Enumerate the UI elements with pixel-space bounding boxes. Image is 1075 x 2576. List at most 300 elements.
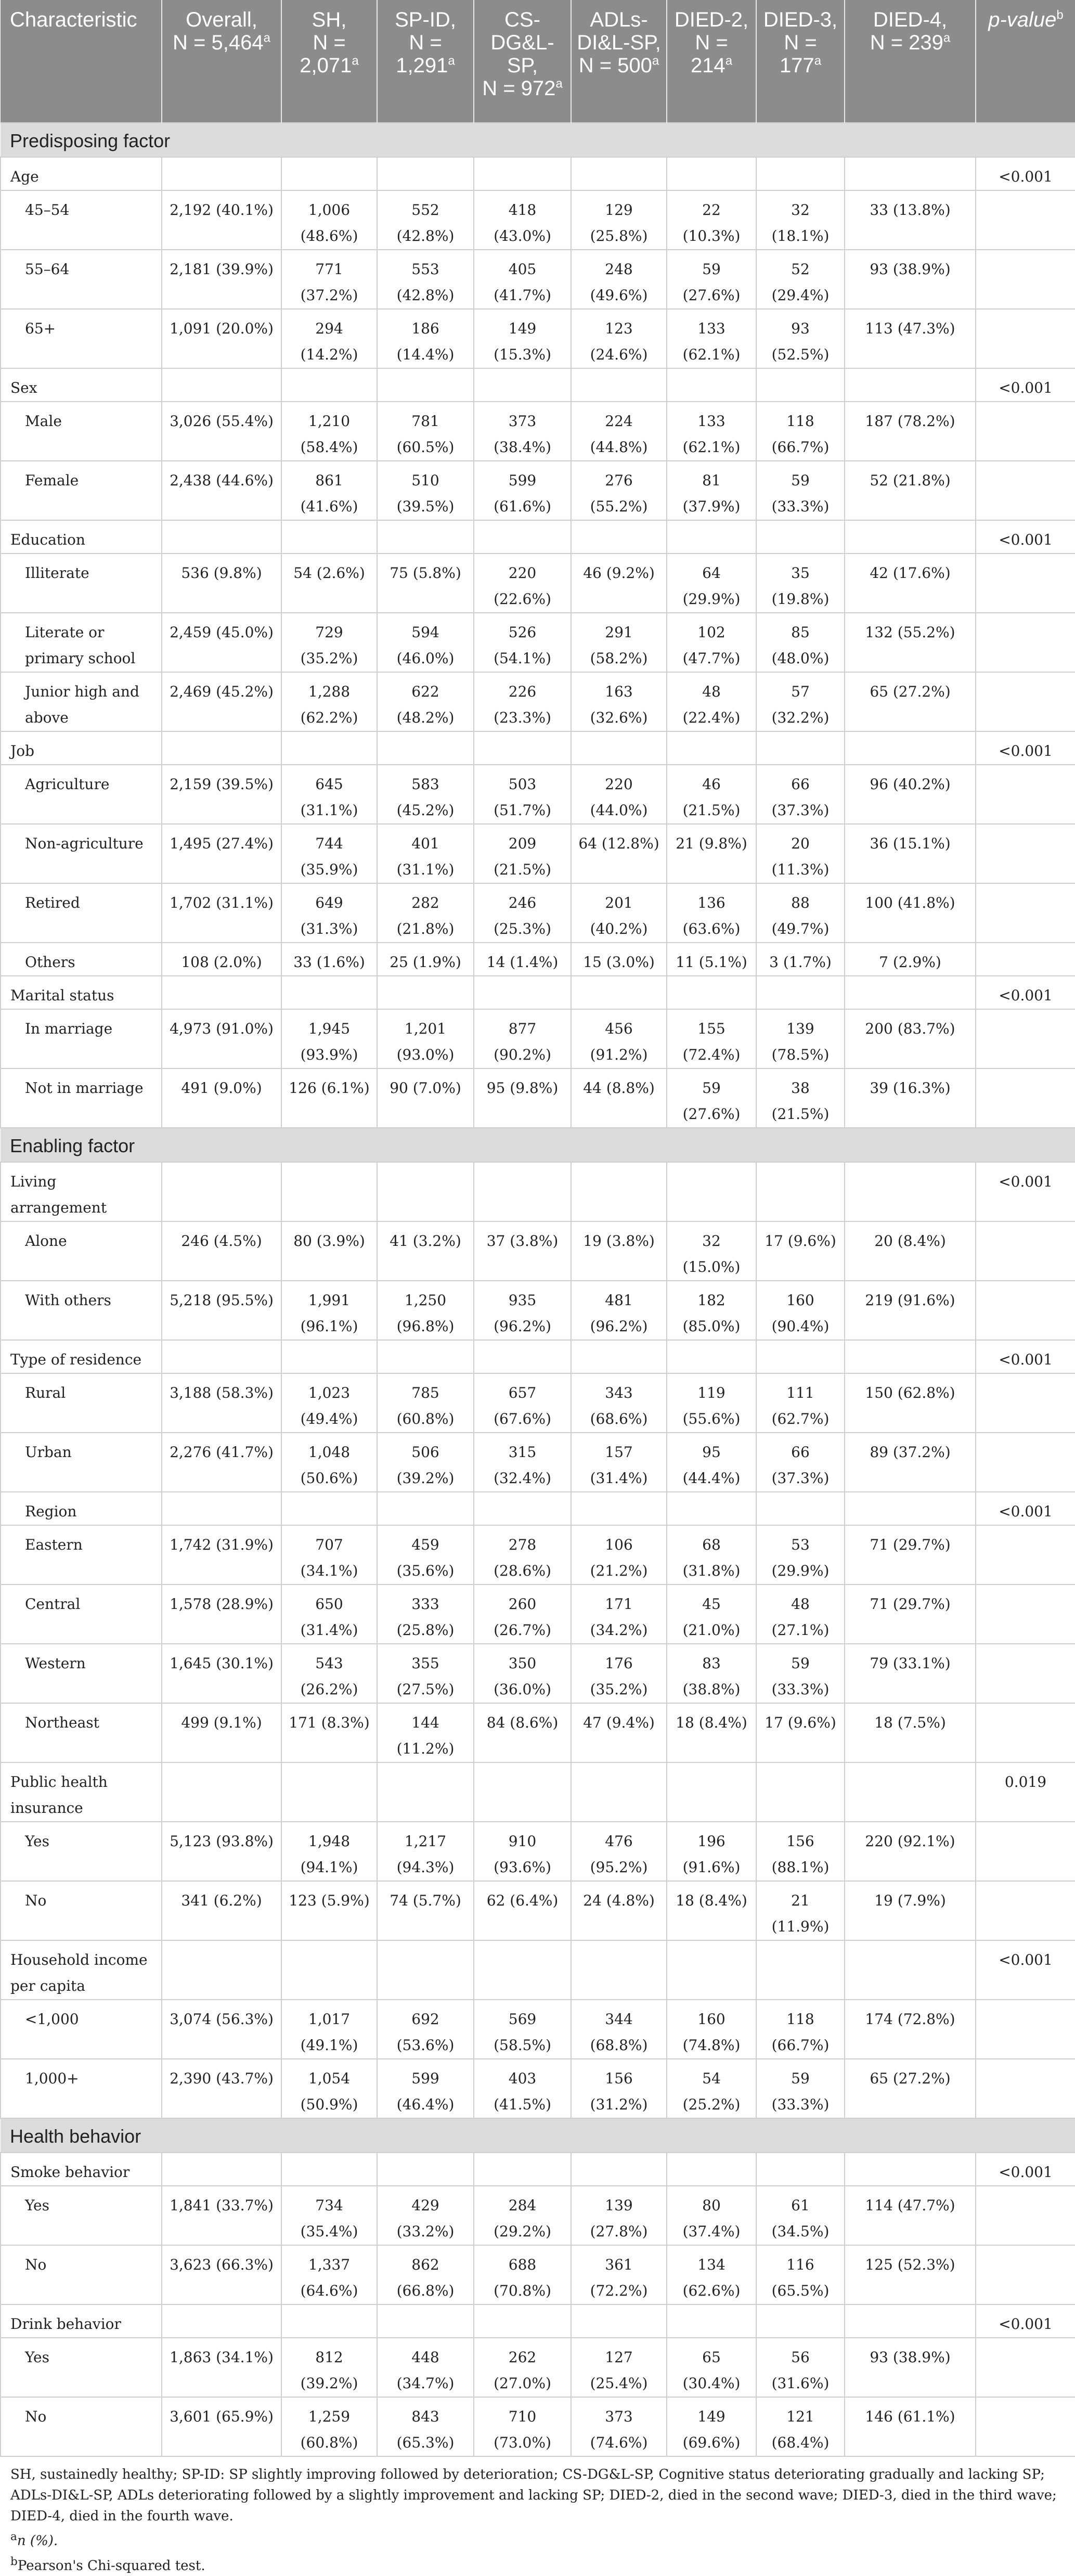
value-cell: 125 (52.3%)	[845, 2245, 976, 2304]
value-cell: 536 (9.8%)	[162, 553, 281, 613]
value-cell: 692 (53.6%)	[377, 2000, 474, 2059]
empty-cell	[281, 731, 377, 765]
row-label: With others	[1, 1281, 162, 1340]
value-cell: 744 (35.9%)	[281, 824, 377, 883]
value-cell: 116 (65.5%)	[756, 2245, 845, 2304]
section-row	[1, 2118, 1075, 2153]
value-cell: 17 (9.6%)	[756, 1703, 845, 1762]
value-cell: 126 (6.1%)	[281, 1068, 377, 1128]
value-cell: 118 (66.7%)	[756, 402, 845, 461]
value-cell: 1,841 (33.7%)	[162, 2186, 281, 2245]
table-row	[1, 1009, 1075, 1068]
value-cell: 171 (8.3%)	[281, 1703, 377, 1762]
value-cell: 41 (3.2%)	[377, 1221, 474, 1281]
empty-cell	[281, 1762, 377, 1822]
value-cell: 2,469 (45.2%)	[162, 672, 281, 731]
header-col-5	[667, 0, 756, 123]
value-cell: 543 (26.2%)	[281, 1644, 377, 1703]
value-cell: 226 (23.3%)	[474, 672, 571, 731]
variable-row	[1, 368, 1075, 402]
empty-cell	[162, 2153, 281, 2186]
value-cell: 65 (30.4%)	[667, 2338, 756, 2397]
value-cell: 373 (38.4%)	[474, 402, 571, 461]
row-label: Literate or primary school	[1, 613, 162, 672]
value-cell: 149 (15.3%)	[474, 309, 571, 368]
p-value-cell: <0.001	[976, 520, 1075, 553]
empty-p-cell	[976, 672, 1075, 731]
variable-label: Age	[1, 157, 162, 190]
header-col-n	[287, 31, 371, 77]
value-cell: 1,023 (49.4%)	[281, 1373, 377, 1433]
header-col-sup: a	[448, 54, 455, 68]
value-cell: 278 (28.6%)	[474, 1525, 571, 1585]
value-cell: 224 (44.8%)	[571, 402, 667, 461]
value-cell: 95 (44.4%)	[667, 1433, 756, 1492]
footnote-b-mark: b	[10, 2555, 18, 2568]
empty-cell	[281, 1940, 377, 2000]
value-cell: 123 (24.6%)	[571, 309, 667, 368]
value-cell: 139 (27.8%)	[571, 2186, 667, 2245]
variable-row	[1, 1762, 1075, 1822]
value-cell: 599 (61.6%)	[474, 461, 571, 520]
empty-cell	[845, 731, 976, 765]
value-cell: 52 (21.8%)	[845, 461, 976, 520]
header-col-name: Overall,	[186, 8, 257, 31]
value-cell: 160 (74.8%)	[667, 2000, 756, 2059]
value-cell: 85 (48.0%)	[756, 613, 845, 672]
variable-row	[1, 1492, 1075, 1525]
value-cell: 186 (14.4%)	[377, 309, 474, 368]
header-col-n	[577, 54, 661, 77]
variable-label: Type of residence	[1, 1340, 162, 1373]
value-cell: 710 (73.0%)	[474, 2397, 571, 2456]
empty-p-cell	[976, 1221, 1075, 1281]
variable-label: Job	[1, 731, 162, 765]
value-cell: 200 (83.7%)	[845, 1009, 976, 1068]
empty-cell	[756, 2153, 845, 2186]
empty-cell	[162, 157, 281, 190]
p-value-cell: <0.001	[976, 1492, 1075, 1525]
table-row	[1, 2397, 1075, 2456]
value-cell: 2,438 (44.6%)	[162, 461, 281, 520]
value-cell: 114 (47.7%)	[845, 2186, 976, 2245]
empty-cell	[667, 731, 756, 765]
header-col-sup: a	[814, 54, 822, 68]
value-cell: 54 (25.2%)	[667, 2059, 756, 2118]
value-cell: 583 (45.2%)	[377, 765, 474, 824]
row-label: No	[1, 2397, 162, 2456]
value-cell: 155 (72.4%)	[667, 1009, 756, 1068]
empty-cell	[845, 1492, 976, 1525]
value-cell: 1,337 (64.6%)	[281, 2245, 377, 2304]
empty-p-cell	[976, 1281, 1075, 1340]
value-cell: 44 (8.8%)	[571, 1068, 667, 1128]
value-cell: 38 (21.5%)	[756, 1068, 845, 1128]
row-label: Northeast	[1, 1703, 162, 1762]
header-col-sup: a	[555, 76, 563, 91]
variable-label: Household income per capita	[1, 1940, 162, 2000]
empty-p-cell	[976, 1822, 1075, 1881]
table-row	[1, 553, 1075, 613]
empty-cell	[571, 1762, 667, 1822]
empty-cell	[377, 520, 474, 553]
variable-label: Sex	[1, 368, 162, 402]
empty-cell	[474, 1762, 571, 1822]
empty-cell	[845, 1162, 976, 1221]
value-cell: 171 (34.2%)	[571, 1585, 667, 1644]
table-row	[1, 765, 1075, 824]
footnote-a-text: n (%).	[17, 2533, 58, 2549]
empty-cell	[756, 157, 845, 190]
empty-cell	[756, 1940, 845, 2000]
value-cell: 95 (9.8%)	[474, 1068, 571, 1128]
empty-cell	[377, 1762, 474, 1822]
table-row	[1, 1221, 1075, 1281]
value-cell: 1,201 (93.0%)	[377, 1009, 474, 1068]
row-label: Yes	[1, 2186, 162, 2245]
value-cell: 113 (47.3%)	[845, 309, 976, 368]
header-col-n	[167, 31, 276, 54]
value-cell: 59 (33.3%)	[756, 1644, 845, 1703]
row-label: Female	[1, 461, 162, 520]
value-cell: 71 (29.7%)	[845, 1525, 976, 1585]
value-cell: 344 (68.8%)	[571, 2000, 667, 2059]
header-col-n	[480, 77, 565, 100]
value-cell: 729 (35.2%)	[281, 613, 377, 672]
value-cell: 33 (13.8%)	[845, 190, 976, 250]
header-col-1	[281, 0, 377, 123]
table-row	[1, 2059, 1075, 2118]
p-value-cell: <0.001	[976, 731, 1075, 765]
header-col-n-text: N = 214	[690, 31, 728, 77]
value-cell: 734 (35.4%)	[281, 2186, 377, 2245]
empty-cell	[377, 1162, 474, 1221]
empty-p-cell	[976, 765, 1075, 824]
value-cell: 33 (1.6%)	[281, 943, 377, 976]
empty-cell	[281, 520, 377, 553]
empty-cell	[474, 1492, 571, 1525]
value-cell: 649 (31.3%)	[281, 883, 377, 943]
empty-p-cell	[976, 190, 1075, 250]
value-cell: 526 (54.1%)	[474, 613, 571, 672]
value-cell: 2,276 (41.7%)	[162, 1433, 281, 1492]
header-col-n-text: N = 5,464	[173, 31, 264, 54]
empty-cell	[162, 1340, 281, 1373]
table-row	[1, 1703, 1075, 1762]
empty-p-cell	[976, 1585, 1075, 1644]
value-cell: 48 (22.4%)	[667, 672, 756, 731]
value-cell: 220 (22.6%)	[474, 553, 571, 613]
value-cell: 2,459 (45.0%)	[162, 613, 281, 672]
empty-cell	[845, 2304, 976, 2338]
empty-p-cell	[976, 1433, 1075, 1492]
value-cell: 553 (42.8%)	[377, 250, 474, 309]
header-characteristic: Characteristic	[1, 0, 162, 123]
header-col-sup: a	[352, 54, 359, 68]
empty-cell	[162, 1492, 281, 1525]
value-cell: 74 (5.7%)	[377, 1881, 474, 1940]
value-cell: 1,250 (96.8%)	[377, 1281, 474, 1340]
value-cell: 219 (91.6%)	[845, 1281, 976, 1340]
value-cell: 1,048 (50.6%)	[281, 1433, 377, 1492]
value-cell: 53 (29.9%)	[756, 1525, 845, 1585]
value-cell: 201 (40.2%)	[571, 883, 667, 943]
value-cell: 146 (61.1%)	[845, 2397, 976, 2456]
value-cell: 418 (43.0%)	[474, 190, 571, 250]
row-label: Non-agriculture	[1, 824, 162, 883]
row-label: Male	[1, 402, 162, 461]
value-cell: 220 (92.1%)	[845, 1822, 976, 1881]
value-cell: 552 (42.8%)	[377, 190, 474, 250]
section-title: Health behavior	[1, 2118, 1075, 2153]
value-cell: 149 (69.6%)	[667, 2397, 756, 2456]
variable-label: Education	[1, 520, 162, 553]
header-col-sup: a	[943, 31, 951, 45]
empty-cell	[667, 976, 756, 1009]
empty-cell	[474, 1940, 571, 2000]
empty-cell	[571, 1340, 667, 1373]
row-label: <1,000	[1, 2000, 162, 2059]
header-col-4	[571, 0, 667, 123]
value-cell: 123 (5.9%)	[281, 1881, 377, 1940]
value-cell: 163 (32.6%)	[571, 672, 667, 731]
table-body	[1, 123, 1075, 2456]
row-label: Central	[1, 1585, 162, 1644]
value-cell: 862 (66.8%)	[377, 2245, 474, 2304]
value-cell: 80 (37.4%)	[667, 2186, 756, 2245]
footnote-abbreviations: SH, sustainedly healthy; SP-ID: SP slightly improving followed by deterioration; CS-DG&L-SP, Cognitive status deteriorating gradually and lacking SP; ADLs-DI&L-SP, ADLs deteriorating followed by a slightly improvement and lacking SP; DIED-2, died in the second wave; DIED-3, died in the third wave; DIED-4, died in the fourth wave.	[10, 2467, 1057, 2524]
empty-cell	[377, 2153, 474, 2186]
value-cell: 843 (65.3%)	[377, 2397, 474, 2456]
value-cell: 59 (33.3%)	[756, 461, 845, 520]
value-cell: 248 (49.6%)	[571, 250, 667, 309]
value-cell: 599 (46.4%)	[377, 2059, 474, 2118]
p-value-cell: <0.001	[976, 1162, 1075, 1221]
empty-cell	[281, 1340, 377, 1373]
variable-label: Public health insurance	[1, 1762, 162, 1822]
value-cell: 93 (38.9%)	[845, 2338, 976, 2397]
value-cell: 503 (51.7%)	[474, 765, 571, 824]
section-title: Enabling factor	[1, 1128, 1075, 1162]
row-label: Alone	[1, 1221, 162, 1281]
value-cell: 343 (68.6%)	[571, 1373, 667, 1433]
empty-cell	[667, 368, 756, 402]
variable-label: Region	[1, 1492, 162, 1525]
empty-p-cell	[976, 2186, 1075, 2245]
empty-cell	[571, 520, 667, 553]
value-cell: 48 (27.1%)	[756, 1585, 845, 1644]
value-cell: 127 (25.4%)	[571, 2338, 667, 2397]
value-cell: 2,390 (43.7%)	[162, 2059, 281, 2118]
footnote-b	[10, 2552, 1065, 2576]
value-cell: 52 (29.4%)	[756, 250, 845, 309]
value-cell: 350 (36.0%)	[474, 1644, 571, 1703]
value-cell: 3,188 (58.3%)	[162, 1373, 281, 1433]
empty-cell	[281, 1162, 377, 1221]
empty-cell	[474, 368, 571, 402]
header-col-6	[756, 0, 845, 123]
header-col-n-text: N = 2,071	[300, 31, 352, 77]
p-value-cell: <0.001	[976, 1940, 1075, 2000]
empty-p-cell	[976, 1703, 1075, 1762]
header-col-name: ADLs-DI&L-SP,	[577, 8, 661, 54]
value-cell: 25 (1.9%)	[377, 943, 474, 976]
value-cell: 106 (21.2%)	[571, 1525, 667, 1585]
empty-p-cell	[976, 2245, 1075, 2304]
empty-cell	[756, 520, 845, 553]
value-cell: 2,159 (39.5%)	[162, 765, 281, 824]
header-col-n-text: N = 1,291	[396, 31, 448, 77]
empty-cell	[474, 1340, 571, 1373]
empty-cell	[377, 731, 474, 765]
value-cell: 133 (62.1%)	[667, 402, 756, 461]
value-cell: 688 (70.8%)	[474, 2245, 571, 2304]
table-header-row	[1, 0, 1075, 123]
empty-p-cell	[976, 402, 1075, 461]
empty-p-cell	[976, 883, 1075, 943]
empty-p-cell	[976, 1009, 1075, 1068]
value-cell: 84 (8.6%)	[474, 1703, 571, 1762]
header-col-n	[383, 31, 468, 77]
value-cell: 315 (32.4%)	[474, 1433, 571, 1492]
variable-label: Smoke behavior	[1, 2153, 162, 2186]
value-cell: 403 (41.5%)	[474, 2059, 571, 2118]
value-cell: 35 (19.8%)	[756, 553, 845, 613]
empty-cell	[571, 157, 667, 190]
row-label: No	[1, 2245, 162, 2304]
value-cell: 176 (35.2%)	[571, 1644, 667, 1703]
value-cell: 456 (91.2%)	[571, 1009, 667, 1068]
table-row	[1, 943, 1075, 976]
empty-cell	[162, 976, 281, 1009]
value-cell: 645 (31.1%)	[281, 765, 377, 824]
header-col-n-text: N = 177	[779, 31, 817, 77]
p-value-cell: <0.001	[976, 2153, 1075, 2186]
empty-cell	[377, 1340, 474, 1373]
empty-cell	[281, 1492, 377, 1525]
value-cell: 32 (15.0%)	[667, 1221, 756, 1281]
row-label: 45–54	[1, 190, 162, 250]
variable-label: Marital status	[1, 976, 162, 1009]
empty-cell	[474, 520, 571, 553]
value-cell: 20 (8.4%)	[845, 1221, 976, 1281]
empty-p-cell	[976, 2000, 1075, 2059]
value-cell: 657 (67.6%)	[474, 1373, 571, 1433]
empty-p-cell	[976, 943, 1075, 976]
header-col-n	[762, 31, 839, 77]
value-cell: 157 (31.4%)	[571, 1433, 667, 1492]
variable-row	[1, 2153, 1075, 2186]
value-cell: 220 (44.0%)	[571, 765, 667, 824]
empty-cell	[474, 731, 571, 765]
value-cell: 133 (62.1%)	[667, 309, 756, 368]
header-pvalue-text: p-value	[988, 8, 1057, 31]
value-cell: 32 (18.1%)	[756, 190, 845, 250]
value-cell: 160 (90.4%)	[756, 1281, 845, 1340]
empty-cell	[571, 1492, 667, 1525]
empty-cell	[845, 1940, 976, 2000]
empty-cell	[162, 731, 281, 765]
header-col-3	[474, 0, 571, 123]
row-label: No	[1, 1881, 162, 1940]
value-cell: 707 (34.1%)	[281, 1525, 377, 1585]
value-cell: 187 (78.2%)	[845, 402, 976, 461]
row-label: 1,000+	[1, 2059, 162, 2118]
value-cell: 47 (9.4%)	[571, 1703, 667, 1762]
value-cell: 174 (72.8%)	[845, 2000, 976, 2059]
header-col-n	[672, 31, 750, 77]
empty-cell	[377, 368, 474, 402]
row-label: Agriculture	[1, 765, 162, 824]
value-cell: 64 (29.9%)	[667, 553, 756, 613]
header-col-2	[377, 0, 474, 123]
empty-cell	[845, 2153, 976, 2186]
value-cell: 45 (21.0%)	[667, 1585, 756, 1644]
value-cell: 429 (33.2%)	[377, 2186, 474, 2245]
value-cell: 1,217 (94.3%)	[377, 1822, 474, 1881]
empty-cell	[162, 2304, 281, 2338]
footnote-a-mark: a	[10, 2530, 17, 2543]
row-label: Western	[1, 1644, 162, 1703]
empty-cell	[667, 1340, 756, 1373]
header-col-sup: a	[652, 54, 659, 68]
section-title: Predisposing factor	[1, 123, 1075, 157]
value-cell: 282 (21.8%)	[377, 883, 474, 943]
value-cell: 18 (8.4%)	[667, 1881, 756, 1940]
empty-cell	[474, 1162, 571, 1221]
value-cell: 861 (41.6%)	[281, 461, 377, 520]
header-pvalue-sup: b	[1056, 8, 1064, 22]
value-cell: 108 (2.0%)	[162, 943, 281, 976]
empty-p-cell	[976, 250, 1075, 309]
empty-cell	[756, 2304, 845, 2338]
table-row	[1, 461, 1075, 520]
empty-cell	[845, 368, 976, 402]
empty-p-cell	[976, 1881, 1075, 1940]
value-cell: 62 (6.4%)	[474, 1881, 571, 1940]
empty-cell	[162, 1940, 281, 2000]
variable-label: Drink behavior	[1, 2304, 162, 2338]
value-cell: 65 (27.2%)	[845, 2059, 976, 2118]
variable-label: Living arrangement	[1, 1162, 162, 1221]
row-label: Rural	[1, 1373, 162, 1433]
value-cell: 1,948 (94.1%)	[281, 1822, 377, 1881]
empty-cell	[571, 2153, 667, 2186]
empty-p-cell	[976, 1373, 1075, 1433]
header-col-name: DIED-4,	[873, 8, 948, 31]
value-cell: 1,054 (50.9%)	[281, 2059, 377, 2118]
value-cell: 1,702 (31.1%)	[162, 883, 281, 943]
header-col-n-text: N = 500	[578, 54, 652, 77]
value-cell: 401 (31.1%)	[377, 824, 474, 883]
value-cell: 46 (21.5%)	[667, 765, 756, 824]
value-cell: 19 (3.8%)	[571, 1221, 667, 1281]
empty-cell	[667, 1940, 756, 2000]
header-pvalue	[976, 0, 1075, 123]
p-value-cell: <0.001	[976, 2304, 1075, 2338]
value-cell: 59 (27.6%)	[667, 250, 756, 309]
value-cell: 1,863 (34.1%)	[162, 2338, 281, 2397]
value-cell: 1,495 (27.4%)	[162, 824, 281, 883]
empty-cell	[756, 976, 845, 1009]
empty-cell	[377, 1940, 474, 2000]
empty-cell	[756, 1162, 845, 1221]
value-cell: 93 (52.5%)	[756, 309, 845, 368]
value-cell: 59 (33.3%)	[756, 2059, 845, 2118]
header-col-n	[850, 31, 970, 54]
empty-cell	[281, 368, 377, 402]
empty-cell	[667, 157, 756, 190]
